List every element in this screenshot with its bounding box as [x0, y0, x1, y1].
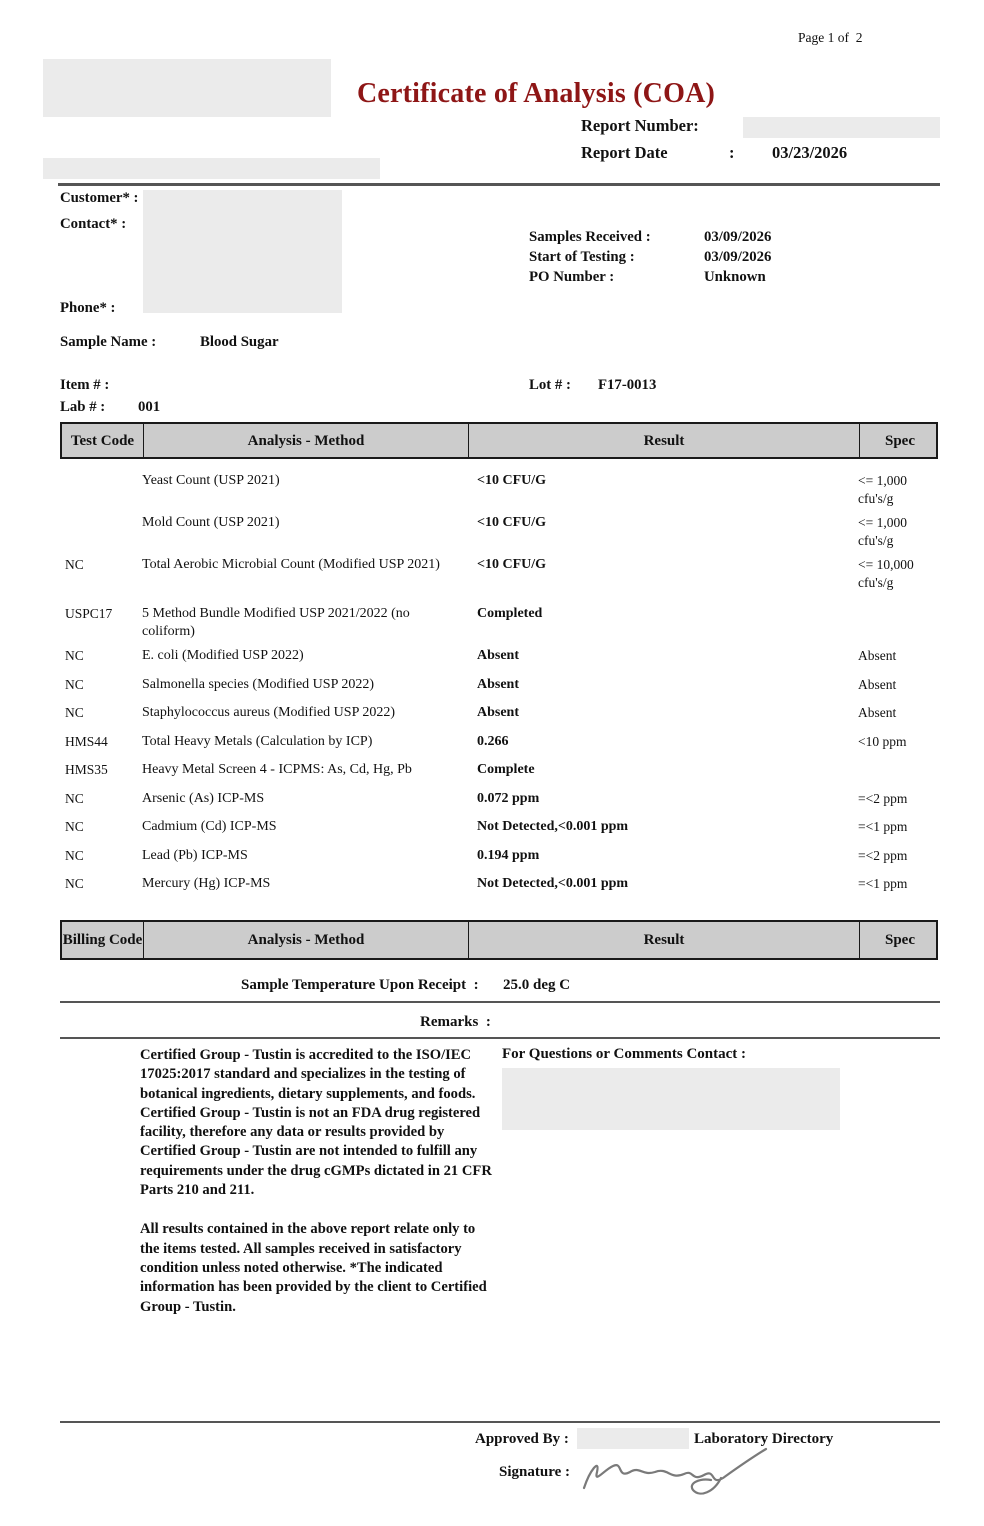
row-result: <10 CFU/G	[477, 515, 547, 530]
lab-number-value: 001	[138, 399, 161, 415]
table-row	[60, 676, 938, 694]
row-test-code: NC	[65, 876, 84, 891]
row-spec: Absent	[858, 676, 897, 692]
row-spec: Absent	[858, 648, 897, 663]
customer-label: Customer* :	[60, 190, 139, 206]
signature-label: Signature :	[499, 1464, 570, 1480]
row-test-code: HMS44	[65, 733, 108, 749]
row-analysis-method: Total Heavy Metals (Calculation by ICP)	[142, 733, 373, 749]
row-result: Not Detected,<0.001 ppm	[477, 819, 629, 834]
handwritten-signature-icon	[578, 1440, 773, 1502]
row-spec: <= 1,000 cfu's/g	[858, 473, 907, 506]
row-analysis-method: Salmonella species (Modified USP 2022)	[142, 676, 375, 692]
row-result: 0.266	[477, 733, 509, 749]
signature-mark	[578, 1440, 773, 1507]
row-spec: =<2 ppm	[858, 790, 908, 806]
row-analysis-method: Mercury (Hg) ICP-MS	[142, 876, 271, 891]
row-analysis-method: Arsenic (As) ICP-MS	[142, 790, 265, 806]
accreditation-notes	[140, 1046, 496, 1317]
sample-name-label: Sample Name :	[60, 334, 157, 350]
row-spec: =<2 ppm	[858, 847, 908, 863]
row-spec: =<1 ppm	[858, 819, 908, 834]
report-number-label: Report Number:	[581, 116, 699, 135]
row-test-code: NC	[65, 557, 84, 572]
results-table-header	[60, 422, 938, 459]
table-row	[60, 875, 938, 893]
lot-number-value: F17-0013	[598, 377, 657, 393]
row-analysis-method: Total Aerobic Microbial Count (Modified USP 2021)	[142, 557, 440, 572]
header-divider	[58, 183, 940, 186]
row-spec: <10 ppm	[858, 733, 907, 749]
customer-info-redacted	[143, 190, 342, 313]
questions-contact-label: For Questions or Comments Contact :	[502, 1046, 747, 1062]
divider-above-remarks	[60, 1001, 940, 1003]
row-analysis-method: Staphylococcus aureus (Modified USP 2022)	[142, 705, 395, 720]
row-analysis-method: Yeast Count (USP 2021)	[142, 473, 280, 488]
row-test-code: HMS35	[65, 762, 108, 777]
item-number-label: Item # :	[60, 377, 110, 393]
lab-number-label: Lab # :	[60, 399, 106, 415]
row-test-code: NC	[65, 676, 84, 692]
row-spec	[858, 761, 938, 779]
billing-table-header	[60, 920, 938, 960]
divider-below-remarks	[60, 1037, 940, 1039]
row-result: <10 CFU/G	[477, 557, 547, 572]
row-spec: <= 10,000 cfu's/g	[858, 557, 914, 590]
document-title: Certificate of Analysis (COA)	[356, 78, 716, 109]
disclaimer-paragraph: All results contained in the above report relate only to the items tested. All samples received in satisfactory condition unless noted otherwise. *The indicated information has been provided by the client to Certified Group - Tustin.	[140, 1221, 487, 1315]
row-test-code: NC	[65, 705, 84, 720]
page-number: Page 1 of 2	[798, 30, 863, 45]
row-result: Absent	[477, 648, 520, 663]
company-address-redacted	[43, 158, 380, 179]
row-spec: Absent	[858, 705, 897, 720]
row-result: Not Detected,<0.001 ppm	[477, 876, 629, 891]
report-date-separator: :	[729, 143, 735, 162]
results-header-analysis-method: Analysis - Method	[144, 424, 469, 457]
row-analysis-method: Lead (Pb) ICP-MS	[142, 847, 248, 863]
po-number-value: Unknown	[704, 269, 766, 285]
billing-header-result: Result	[469, 922, 860, 958]
samples-received-label: Samples Received :	[529, 229, 651, 245]
contact-info-redacted	[502, 1068, 840, 1130]
approved-by-label: Approved By :	[475, 1431, 569, 1447]
billing-header-billing-code: Billing Code	[62, 922, 144, 958]
table-row	[60, 704, 938, 722]
report-date-label: Report Date	[581, 143, 668, 162]
table-row	[60, 733, 938, 751]
sample-temperature-label: Sample Temperature Upon Receipt :	[241, 977, 479, 993]
row-test-code: NC	[65, 847, 84, 863]
lot-number-label: Lot # :	[529, 377, 571, 393]
report-date-value: 03/23/2026	[772, 143, 848, 162]
samples-received-value: 03/09/2026	[704, 229, 772, 245]
row-spec: <= 1,000 cfu's/g	[858, 515, 907, 548]
start-of-testing-value: 03/09/2026	[704, 249, 772, 265]
row-analysis-method: 5 Method Bundle Modified USP 2021/2022 (no coliform)	[142, 606, 410, 639]
row-result: <10 CFU/G	[477, 473, 547, 488]
row-test-code	[60, 472, 142, 507]
row-result: 0.194 ppm	[477, 847, 540, 863]
row-result: Absent	[477, 705, 520, 720]
row-spec: =<1 ppm	[858, 876, 908, 891]
results-header-test-code: Test Code	[62, 424, 144, 457]
row-analysis-method: Cadmium (Cd) ICP-MS	[142, 819, 277, 834]
start-of-testing-label: Start of Testing :	[529, 249, 635, 265]
table-row	[60, 556, 938, 591]
row-test-code: NC	[65, 819, 84, 834]
sample-temperature-value: 25.0 deg C	[503, 977, 571, 993]
row-test-code: NC	[65, 648, 84, 663]
table-row	[60, 647, 938, 665]
row-analysis-method: E. coli (Modified USP 2022)	[142, 648, 304, 663]
results-table-body	[60, 464, 938, 904]
sample-name-value: Blood Sugar	[200, 334, 279, 350]
billing-header-spec: Spec	[885, 932, 915, 948]
row-spec	[858, 605, 938, 640]
table-row	[60, 818, 938, 836]
table-row	[60, 472, 938, 507]
table-row	[60, 847, 938, 865]
report-number-value-redacted	[743, 117, 940, 138]
billing-header-analysis-method: Analysis - Method	[144, 922, 469, 958]
remarks-label: Remarks :	[420, 1014, 491, 1030]
table-row	[60, 761, 938, 779]
phone-label: Phone* :	[60, 300, 116, 316]
accreditation-paragraph: Certified Group - Tustin is accredited to the ISO/IEC 17025:2017 standard and specializes in the testing of botanical ingredients, dietary supplements, and foods. Certified Group - Tustin is not an FDA drug registered facility, therefore any data or results provided by Certified Group - Tustin are not intended to fulfill any requirements under the drug cGMPs dictated in 21 CFR Parts 210 and 211.	[140, 1047, 492, 1199]
row-test-code: USPC17	[65, 606, 113, 621]
row-result: Completed	[477, 606, 543, 621]
row-result: Complete	[477, 762, 535, 777]
results-header-result: Result	[469, 424, 860, 457]
table-row	[60, 605, 938, 640]
row-result: 0.072 ppm	[477, 790, 540, 806]
row-analysis-method: Mold Count (USP 2021)	[142, 515, 280, 530]
table-row	[60, 514, 938, 549]
row-test-code: NC	[65, 790, 84, 806]
approved-by-title: Laboratory Directory	[694, 1431, 834, 1447]
po-number-label: PO Number :	[529, 269, 615, 285]
row-analysis-method: Heavy Metal Screen 4 - ICPMS: As, Cd, Hg, Pb	[142, 762, 412, 777]
row-test-code	[60, 514, 142, 549]
table-row	[60, 790, 938, 808]
row-result: Absent	[477, 676, 520, 692]
footer-divider	[60, 1421, 940, 1423]
results-header-spec: Spec	[885, 432, 915, 449]
contact-label: Contact* :	[60, 216, 127, 232]
